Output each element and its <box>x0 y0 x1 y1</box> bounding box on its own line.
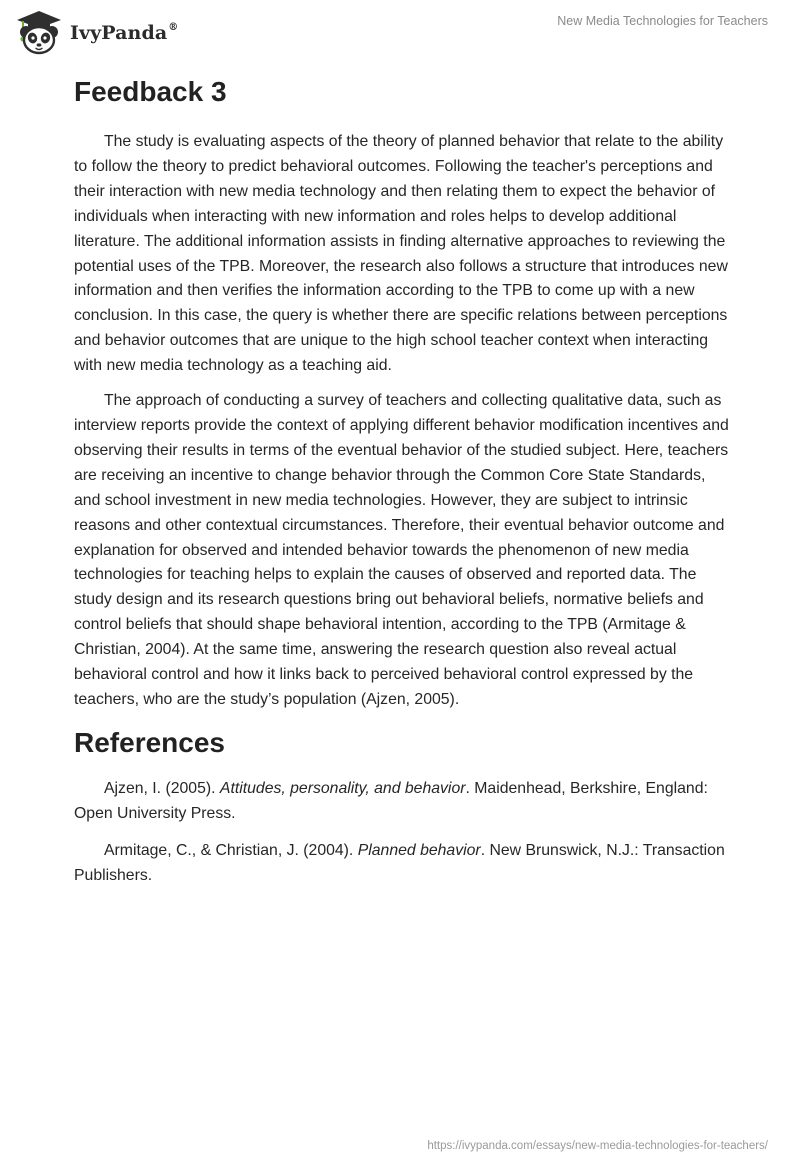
brand-name: IvyPanda® <box>70 21 179 44</box>
document-body <box>74 72 734 900</box>
feedback-paragraph-2: The approach of conducting a survey of teachers and collecting qualitative data, such as interview reports provide the context of applying different behavior modification incentives and observing their results in terms of the eventual behavior of the studied subject. Here, teachers are receiving an incentive to change behavior through the Common Core State Standards, and school investment in new media technologies. However, they are subject to intrinsic reasons and other contextual circumstances. Therefore, their eventual behavior outcome and explanation for observed and intended behavior towards the phenomenon of new media technologies for teaching helps to explain the causes of observed and reported data. The study design and its research questions bring out behavioral beliefs, normative beliefs and control beliefs that should shape behavioral intention, according to the TPB (Armitage & Christian, 2004). At the same time, answering the research question also reveal actual behavioral control and how it links back to perceived behavioral control expressed by the teachers, who are the study’s population (Ajzen, 2005). <box>74 392 729 708</box>
reference-item-ajzen: Ajzen, I. (2005). Attitudes, personality, and behavior. Maidenhead, Berkshire, England: Open University Press. <box>74 779 708 822</box>
document-title: New Media Technologies for Teachers <box>557 14 768 28</box>
brand-logo[interactable] <box>14 8 178 56</box>
feedback-heading: Feedback 3 <box>74 76 227 107</box>
panda-graduate-icon <box>14 8 64 56</box>
reference-item-armitage: Armitage, C., & Christian, J. (2004). Planned behavior. New Brunswick, N.J.: Transaction Publishers. <box>74 841 725 884</box>
references-heading: References <box>74 726 225 758</box>
reference-title: Attitudes, personality, and behavior <box>219 779 466 797</box>
feedback-paragraph-1: The study is evaluating aspects of the theory of planned behavior that relate to the ability to follow the theory to predict behavioral outcomes. Following the teacher's perceptions and their interaction with new media technology and then relating them to expect the behavior of individuals when interacting with new information and roles helps to develop additional literature. The additional information assists in finding alternative approaches to reviewing the potential uses of the TPB. Moreover, the research also follows a structure that introduces new information and then verifies the information according to the TPB to come up with a new conclusion. In this case, the query is whether there are specific relations between perceptions and behavior outcomes that are unique to the high school teacher context when interacting with new media technology as a teaching aid. <box>74 133 728 375</box>
source-url[interactable]: https://ivypanda.com/essays/new-media-technologies-for-teachers/ <box>427 1140 768 1152</box>
reference-title: Planned behavior <box>357 841 481 859</box>
page-header <box>0 0 800 64</box>
